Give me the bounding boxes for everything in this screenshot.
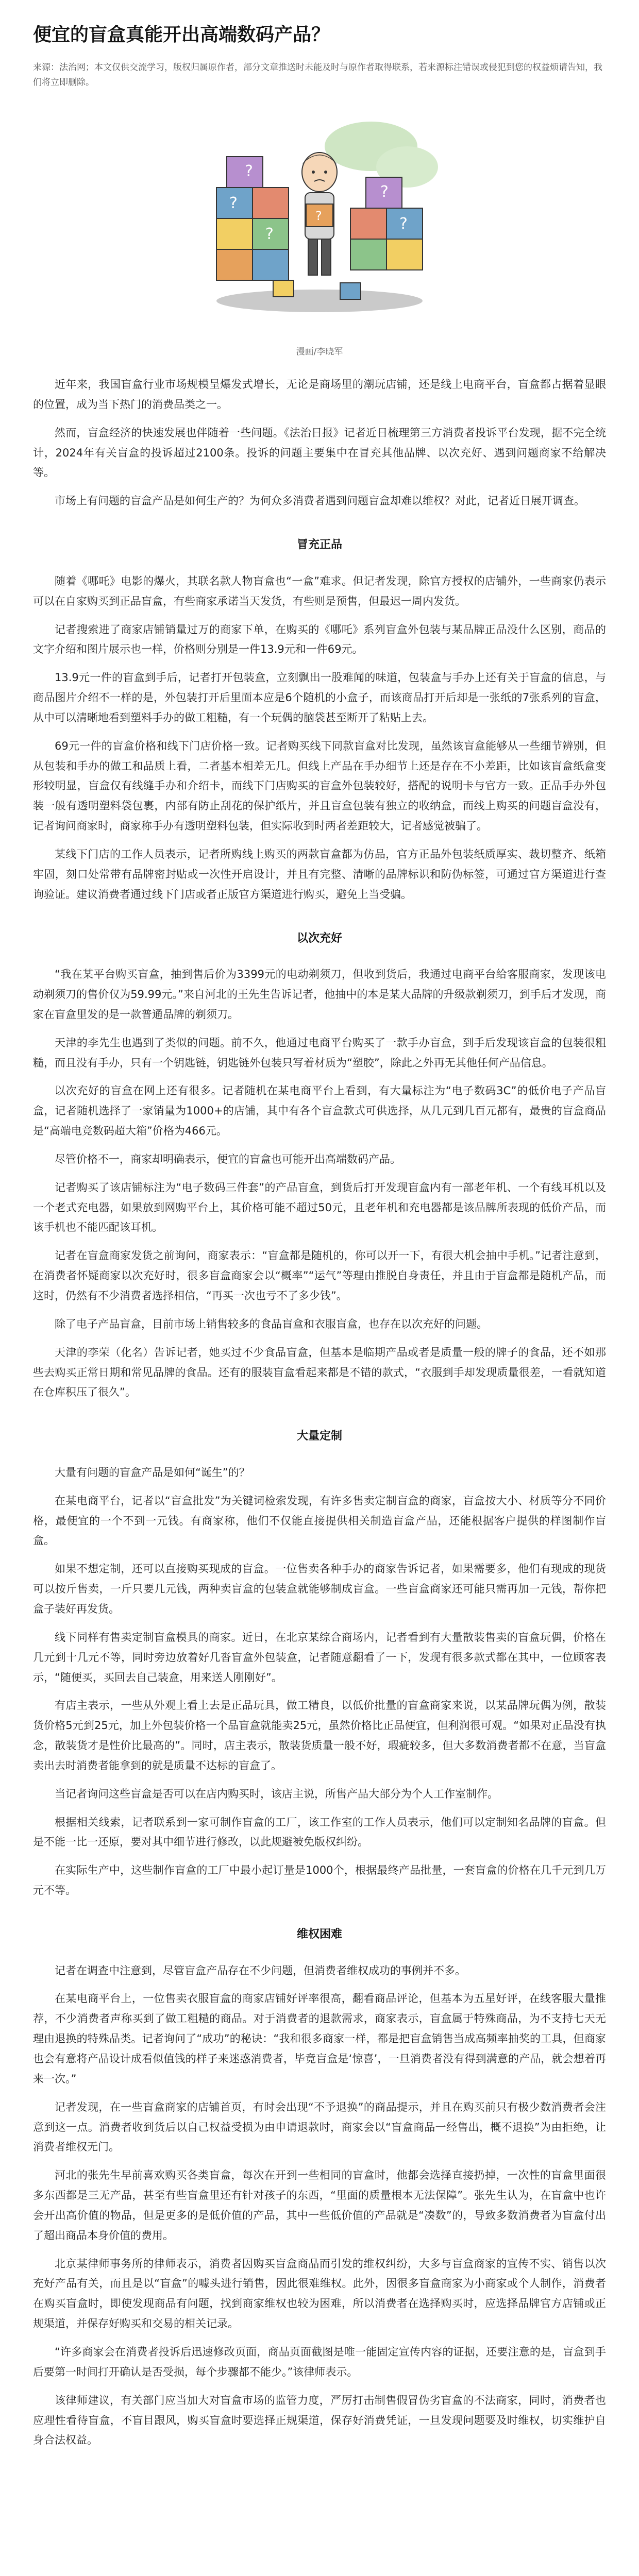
body-paragraph: “许多商家会在消费者投诉后迅速修改页面，商品页面截图是唯一能固定宣传内容的证据，还要注意的是，盲盒到手后要第一时间打开确认是否受损，每个步骤都不能少。”该律师表示。	[33, 2345, 606, 2378]
svg-text:?: ?	[265, 225, 274, 244]
cartoon-illustration	[196, 110, 443, 337]
body-paragraph: 有店主表示，一些从外观上看上去是正品玩具，做工精良，以低价批量的盲盒商家来说，以某品牌玩偶为例，散装货价格5元到25元，加上外包装价格一个品盲盒就能卖25元，虽然价格比正品便宜，但利润很可观。“如果对正品没有执念，散装货才是性价比最高的”。同时，店主表示，散装货质量一般不好，瑕疵较多，但大多数消费者都不在意，当盲盒卖出去时消费者能拿到的就是质量不达标的盲盒了。	[33, 1699, 606, 1772]
section-heading: 以次充好	[296, 931, 342, 945]
article-body	[33, 375, 606, 2450]
section-heading: 维权困难	[296, 1927, 342, 1941]
body-paragraph: 随着《哪吒》电影的爆火，其联名款人物盲盒也“一盒”难求。但记者发现，除官方授权的店铺外，一些商家仍表示可以在自家购买到正品盲盒，有些商家承诺当天发货，有些则是预售，但最迟一周内发货。	[33, 574, 606, 607]
body-paragraph: 该律师建议，有关部门应当加大对盲盒市场的监管力度，严厉打击制售假冒伪劣盲盒的不法商家，同时，消费者也应理性看待盲盒，不盲目跟风，购买盲盒时要选择正规渠道，保存好消费凭证，一旦发现问题要及时维权，切实维护自身合法权益。	[33, 2394, 606, 2447]
body-paragraph: “我在某平台购买盲盒，抽到售后价为3399元的电动剃须刀，但收到货后，我通过电商平台给客服商家，发现该电动剃须刀的售价仅为59.99元。”来自河北的王先生告诉记者，他抽中的本是某大品牌的升级款剃须刀，到手后才发现，商家在盲盒里发的是一款普通品牌的剃须刀。	[33, 968, 606, 1021]
body-paragraph: 市场上有问题的盲盒产品是如何生产的？为何众多消费者遇到问题盲盒却难以维权？对此，记者近日展开调查。	[55, 495, 585, 507]
body-paragraph: 尽管价格不一，商家却明确表示，便宜的盲盒也可能开出高端数码产品。	[55, 1153, 401, 1165]
body-paragraph: 然而，盲盒经济的快速发展也伴随着一些问题。《法治日报》记者近日梳理第三方消费者投诉平台发现，据不完全统计，2024年有关盲盒的投诉超过2100条。投诉的问题主要集中在冒充其他品牌、以次充好、遇到问题商家不给解决等。	[33, 426, 606, 479]
body-paragraph: 北京某律师事务所的律师表示，消费者因购买盲盒商品而引发的维权纠纷，大多与盲盒商家的宣传不实、销售以次充好产品有关，而且是以“盲盒”的噱头进行销售，因此很难维权。此外，因很多盲盒商家为小商家或个人制作，消费者在购买盲盒时，即使发现商品有问题，找到商家维权也较为困难，所以消费者在选择购买时，应选择品牌官方店铺或正规渠道，并保存好购买和交易的相关记录。	[33, 2257, 606, 2330]
illustration-caption: 漫画/李晓军	[296, 347, 343, 358]
body-paragraph: 以次充好的盲盒在网上还有很多。记者随机在某电商平台上看到，有大量标注为“电子数码3C”的低价电子产品盲盒，记者随机选择了一家销量为1000+的店铺，其中有各个盲盒款式可供选择，从几元到几百元都有，最贵的盲盒商品是“高端电竞数码超大箱”价格为466元。	[33, 1084, 606, 1138]
body-paragraph: 在某电商平台上，一位售卖衣服盲盒的商家店铺好评率很高，翻看商品评论，但基本为五星好评，在线客服大量推荐，不少消费者声称买到了做工粗糙的商品。对于消费者的退款需求，商家表示，盲盒属于特殊商品，为不支持七天无理由退换的特殊品类。记者询问了“成功”的秘诀：“我和很多商家一样，都是把盲盒销售当成高频率抽奖的工具，但商家也会有意将产品设计成看似值钱的样子来迷惑消费者，毕竟盲盒是‘惊喜’，一旦消费者没有得到满意的产品，就会想着再来一次。”	[33, 1992, 606, 2085]
section-heading: 大量定制	[296, 1430, 342, 1443]
body-paragraph: 记者在调查中注意到，尽管盲盒产品存在不少问题，但消费者维权成功的事例并不多。	[55, 1964, 466, 1977]
body-paragraph: 天津的李荣（化名）告诉记者，她买过不少食品盲盒，但基本是临期产品或者是质量一般的牌子的食品，还不如那些去购买正常日期和常见品牌的食品。还有的服装盲盒看起来都是不错的款式，“衣服到手却发现质量很差，一看就知道在仓库积压了很久”。	[33, 1346, 606, 1399]
body-paragraph: 记者发现，在一些盲盒商家的店铺首页，有时会出现“不予退换”的商品提示，并且在购买前只有极少数消费者会注意到这一点。消费者收到货后以自己权益受损为由申请退款时，商家会以“盲盒商品一经售出，概不退换”为由拒绝，让消费者维权无门。	[33, 2100, 606, 2154]
body-paragraph: 近年来，我国盲盒行业市场规模呈爆发式增长，无论是商场里的潮玩店铺，还是线上电商平台，盲盒都占据着显眼的位置，成为当下热门的消费品类之一。	[33, 378, 606, 411]
svg-text:?: ?	[380, 183, 389, 201]
source-note: 来源：法治网；本文仅供交流学习，版权归属原作者，部分文章推送时未能及时与原作者取得联系，若来源标注错误或侵犯到您的权益烦请告知，我们将立即删除。	[33, 62, 602, 88]
body-paragraph: 在实际生产中，这些制作盲盒的工厂中最小起订量是1000个，根据最终产品批量，一套盲盒的价格在几千元到几万元不等。	[33, 1864, 606, 1897]
body-paragraph: 天津的李先生也遇到了类似的问题。前不久，他通过电商平台购买了一款手办盲盒，到手后发现该盲盒的包装很粗糙，而且没有手办，只有一个钥匙链，钥匙链外包装只写着材质为“塑胶”，除此之外再无其他任何产品信息。	[33, 1036, 606, 1069]
body-paragraph: 在某电商平台，记者以“盲盒批发”为关键词检索发现，有许多售卖定制盲盒的商家，盲盒按大小、材质等分不同价格，最便宜的一个不到一元钱。有商家称，他们不仅能直接提供相关制造盲盒产品，还能根据客户提供的样图制作盲盒。	[33, 1494, 606, 1547]
body-paragraph: 河北的张先生早前喜欢购买各类盲盒，每次在开到一些相同的盲盒时，他都会选择直接扔掉，一次性的盲盒里面很多东西都是三无产品，甚至有些盲盒里还有针对孩子的东西，“里面的质量根本无法保障”。张先生认为，在盲盒中也许会开出高价值的物品，但是更多的是低价值的产品，其中一些低价值的产品就是“凑数”的，导致多数消费者为盲盒付出了超出商品本身价值的费用。	[33, 2169, 606, 2242]
svg-text:?: ?	[245, 162, 253, 181]
body-paragraph: 除了电子产品盲盒，目前市场上销售较多的食品盲盒和衣服盲盒，也存在以次充好的问题。	[55, 1317, 487, 1330]
body-paragraph: 根据相关线索，记者联系到一家可制作盲盒的工厂，该工作室的工作人员表示，他们可以定制知名品牌的盲盒。但是不能一比一还原，要对其中细节进行修改，以此规避被免版权纠纷。	[33, 1816, 606, 1849]
body-paragraph: 13.9元一件的盲盒到手后，记者打开包装盒，立刻飘出一股难闻的味道，包装盒与手办上还有关于盲盒的信息，与商品图片介绍不一样的是，外包装打开后里面本应是6个随机的小盒子，而该商品打开后却是一张纸的7张系列的盲盒，从中可以清晰地看到塑料手办的做工粗糙，有一个玩偶的脑袋甚至断开了粘贴上去。	[33, 671, 606, 724]
body-paragraph: 大量有问题的盲盒产品是如何“诞生”的？	[55, 1466, 250, 1479]
section-heading: 冒充正品	[296, 538, 342, 552]
body-paragraph: 某线下门店的工作人员表示，记者所购线上购买的两款盲盒都为仿品，官方正品外包装纸质厚实、裁切整齐、纸箱牢固，刻口处常带有品牌密封贴或一次性开启设计，并且有完整、清晰的品牌标识和防伪标签，可通过官方渠道进行查询验证。建议消费者通过线下门店或者正版官方渠道进行购买，避免上当受骗。	[33, 848, 606, 901]
body-paragraph: 当记者询问这些盲盒是否可以在店内购买时，该店主说，所售产品大部分为个人工作室制作。	[55, 1787, 498, 1800]
body-paragraph: 记者购买了该店铺标注为“电子数码三件套”的产品盲盒，到货后打开发现盲盒内有一部老年机、一个有线耳机以及一个老式充电器，如果放到网购平台上，其价格可能不超过50元，且老年机和充电器都是该品牌所表现的低价产品，而该手机也不能匹配该耳机。	[33, 1181, 606, 1234]
body-paragraph: 线下同样有售卖定制盲盒模具的商家。近日，在北京某综合商场内，记者看到有大量散装售卖的盲盒玩偶，价格在几元到十几元不等，同时旁边放着好几沓盲盒外包装盒，记者随意翻看了一下，发现有很多款式都在其中，一位顾客表示，“随便买，买回去自己装盒，用来送人刚刚好”。	[33, 1631, 606, 1684]
body-paragraph: 记者在盲盒商家发货之前询问，商家表示：“盲盒都是随机的，你可以开一下，有很大机会抽中手机。”记者注意到，在消费者怀疑商家以次充好时，很多盲盒商家会以“概率”“运气”等理由推脱自身责任，并且由于盲盒都是随机产品，而这时，仍然有不少消费者选择相信，“再买一次也亏不了多少钱”。	[33, 1249, 606, 1302]
svg-text:?: ?	[399, 215, 408, 233]
cartoon-drawing	[196, 110, 443, 337]
body-paragraph: 记者搜索进了商家店铺销量过万的商家下单，在购买的《哪吒》系列盲盒外包装与某品牌正品没什么区别，商品的文字介绍和图片展示也一样，价格则分别是一件13.9元和一件69元。	[33, 623, 606, 656]
article-title: 便宜的盲盒真能开出高端数码产品？	[33, 24, 330, 45]
svg-text:?: ?	[229, 194, 238, 213]
body-paragraph: 69元一件的盲盒价格和线下门店价格一致。记者购买线下同款盲盒对比发现，虽然该盲盒能够从一些细节辨别，但从包装和手办的做工和品质上看，二者基本相差无几。但线上产品在手办细节上还是存在不小差距，比如该盲盒纸盒变形较明显，盲盒仅有线缝手办和介绍卡，而线下门店购买的盲盒外包装较好，搭配的说明卡与官方一致。正品手办外包装一般有透明塑料袋包裹，内部有防止刮花的保护纸片，并且盲盒包装有独立的收纳盒，而线上购买的问题盲盒没有，记者询问商家时，商家称手办有透明塑料包装，但实际收到时两者差距较大，记者感觉被骗了。	[33, 739, 606, 833]
body-paragraph: 如果不想定制，还可以直接购买现成的盲盒。一位售卖各种手办的商家告诉记者，如果需要多，他们有现成的现货可以按斤售卖，一斤只要几元钱，两种卖盲盒的包装盒就能够制成盲盒。一些盲盒商家还可能只需再加一元钱，帮你把盒子装好再发货。	[33, 1563, 606, 1615]
svg-text:?: ?	[315, 209, 322, 224]
